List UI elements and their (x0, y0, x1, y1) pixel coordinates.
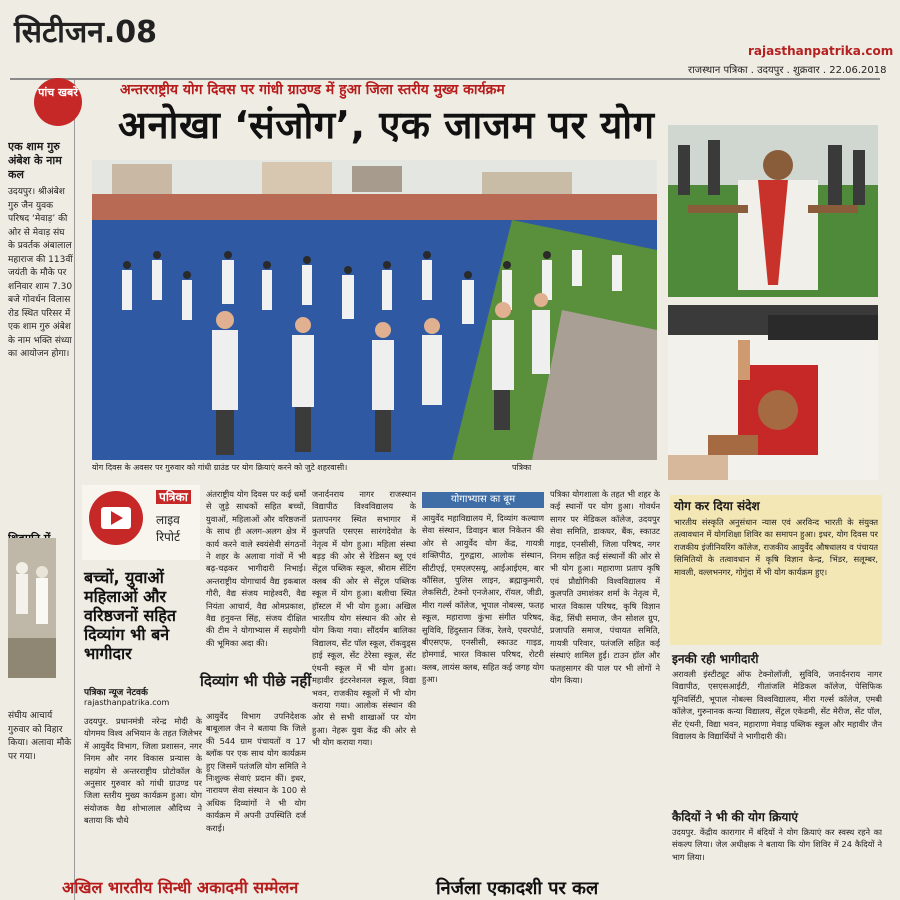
story-column-2b: आयुर्वेद विभाग उपनिदेशक बाबूलाल जैन ने बताया कि जिले की 544 ग्राम पंचायतों व 17 ब्लॉक पर एक साथ योग कार्यक्रम हुए जिसमें पतंजलि योग समिति ने निःशुल्क सेवाएं प्रदान कीं। इधर, नारायण सेवा संस्थान के 100 से अधिक दिव्यांगों ने भी योग कार्यक्रम में अपनी उपस्थिति दर्ज कराई। (206, 711, 306, 833)
instructor-photo (668, 125, 878, 297)
page-header (0, 0, 900, 76)
story-deck: बच्चों, युवाओं महिलाओं और वरिष्ठजनों सहित दिव्यांग भी बने भागीदार (84, 568, 177, 663)
photo-caption: योग दिवस के अवसर पर गुरुवार को गांधी ग्राउंड पर योग क्रियाएं करने को जुटे शहरवासी। (92, 463, 348, 472)
left-item-title: एक शाम गुरु अंबेश के नाम कल (8, 140, 62, 181)
dateline: राजस्थान पत्रिका . उदयपुर . शुक्रवार . 22.06.2018 (688, 65, 887, 76)
story-column-4: आयुर्वेद महाविद्यालय में, दिव्यांग कल्याण सेवा संस्थान, डिवाइन बाल निकेतन की ओर से आयुर्वेद योग केंद्र, गायत्री शक्तिपीठ, गुरुद्वारा, आलोक संस्थान, सीटीएई, एमएलएसयू, आईआईएम, बार कौंसिल, पुलिस लाइन, ब्रह्माकुमारी, लेकसिटी, टेक्नो एनजेआर, रॉयल, जीडी, मीरा गर्ल्स कॉलेज, भूपाल नोबल्स, फतह स्कूल, महाराणा कुंभा संगीत परिषद, सुविवि, हिंदुस्तान जिंक, रेलवे, एयरपोर्ट, बीएसएफ, एनसीसी, स्काउट गाइड, होमगार्ड, भारत विकास परिषद, रोटरी क्लब, लायंस क्लब, सहित कई जगह योग हुआ। (422, 513, 544, 685)
photo-caption-row (92, 462, 657, 473)
byline-network: पत्रिका न्यूज नेटवर्क (84, 688, 148, 698)
byline-site: rajasthanpatrika.com (84, 698, 170, 707)
story-kicker: अन्तरराष्ट्रीय योग दिवस पर गांधी ग्राउण्ड में हुआ जिला स्तरीय मुख्य कार्यक्रम (120, 82, 505, 98)
story-column-5: पत्रिका योगशाला के तहत भी शहर के कई स्थानों पर योग हुआ। गोवर्धन सागर पर मेडिकल कॉलेज, उदयपुर सेवा समिति, डाकघर, बैंक, स्काउट गाइड, एनसीसी, जिला परिषद, नगर निगम सहित कई संस्थानों की ओर से भी योग हुआ। महाराणा प्रताप कृषि एवं प्रौद्योगिकी विश्वविद्यालय में कुलपति उमाशंकर शर्मा के नेतृत्व में, भारत विकास परिषद, कृषि विज्ञान केंद्र, सिंधी समाज, जैन सोशल ग्रुप, प्रजापति समाज, पंचायत समिति, गायत्री परिवार, पतंजलि सहित कई संस्थाएं शामिल हुईं। टाउन हॉल और फतहसागर की पाल पर भी लोगों ने योग किया। (550, 489, 660, 686)
bottom-headline-left: अखिल भारतीय सिन्धी अकादमी सम्मेलन (62, 878, 299, 897)
prisoners-text: उदयपुर. केंद्रीय कारागार में बंदियों ने योग क्रियाएं कर स्वस्थ रहने का संकल्प लिया। जेल अधीक्षक ने बताया कि योग शिविर में 24 कैदियों ने भाग लिया। (672, 827, 882, 862)
site-url: rajasthanpatrika.com (748, 44, 894, 58)
child-yoga-photo (668, 305, 878, 480)
prisoners-heading: कैदियों ने भी की योग क्रियाएं (672, 810, 799, 824)
participation-heading: इनकी रही भागीदारी (672, 652, 759, 666)
participation-text: अरावली इंस्टीट्यूट ऑफ टेक्नोलॉजी, सुविवि, जनार्दनराय नागर विद्यापीठ, एसएसआईटी, गीतांजलि मेडिकल कॉलेज, पेसिफिक यूनिवर्सिटी, भूपाल नोबल्स विश्वविद्यालय, मीरा गर्ल्स कॉलेज, एमबी कॉलेज, गुरुनानक कन्या विद्यालय, सेंट्रल एकेडमी, सेंट मेरीज, सेंट पॉल, सेंट एंथनी, विद्या भवन, महाराणा मेवाड़ पब्लिक स्कूल और महावीर जैन विद्यालय के विद्यार्थियों ने भागीदारी की। (672, 669, 882, 742)
story-column-2: अंतराष्ट्रीय योग दिवस पर कई धर्मों से जुड़े साधकों सहित बच्चों, युवाओं, महिलाओं और वरिष्ठजनों के साथ ही अलग-अलग क्षेत्र में कार्य करने वाले स्वयंसेवी संगठनों ने शहर के अलावा गांवों में भी बढ़-चढ़कर भागीदारी निभाई। अन्तराष्ट्रीय योगाचार्य वैद्य इकबाल गौरी, वैद्य संजय माहेश्वरी, वैद्य नियंता आचार्य, वैद्य ओमप्रकाश, वैद्य हनुवन्त सिंह, संजय दीक्षित की टीम ने योगाभ्यास में सहयोगी की भूमिका अदा की। (206, 489, 306, 648)
live-report-brand: पत्रिका (156, 490, 191, 504)
section-masthead: सिटीजन.08 (14, 15, 157, 50)
yoga-message-heading: योग कर दिया संदेश (674, 499, 760, 513)
story-subhead: दिव्यांग भी पीछे नहीं (200, 672, 312, 690)
yoga-message-box (670, 495, 882, 645)
video-play-icon[interactable] (88, 490, 144, 546)
left-item-text: उदयपुर। श्रीअंबेश गुरु जैन युवक परिषद ‘मेवाड़’ की ओर से मेवाड़ संघ के प्रवर्तक अंबालाल महाराज की 113वीं जयंती के मौके पर शनिवार शाम 7.30 बजे गोवर्धन विलास रोड स्थित परिसर में एक शाम गुरु अंबेश के नाम भक्ति संध्या का आयोजन होगा। (8, 187, 73, 359)
yoga-boom-label: योगाभ्यास का बूम (422, 492, 544, 508)
story-column-1: उदयपुर. प्रधानमंत्री नरेन्द्र मोदी के योगमय विश्व अभियान के तहत जिलेभर में आयुर्वेद विभाग, जिला प्रशासन, नगर निगम और नगर विकास प्रन्यास के सहयोग से अन्तरराष्ट्रीय प्रोटोकॉल के अनुसार गुरुवार को गांधी ग्राउण्ड पर जिला स्तरीय मुख्य कार्यक्रम हुआ। योग संयोजक वैद्य शोभालाल औदिच्य ने बताया कि चौथे (84, 716, 202, 826)
live-report-label-group (156, 488, 206, 545)
byline (84, 685, 204, 707)
main-yoga-photo (92, 160, 657, 460)
yoga-message-text: भारतीय संस्कृति अनुसंधान न्यास एवं अरविन्द भारती के संयुक्त तत्वावधान में योगशिक्षा शिविर का समापन हुआ। इधर, योग दिवस पर राजकीय इंजीनियरिंग कॉलेज, राजकीय आयुर्वेद औषधालय व पंचायत सिमितियों के तत्वावधान में कृषि विज्ञान केन्द्र, भिंडर, सलूम्बर, मावली, वल्लभनगर, गोगुंदा में भी योग कार्यक्रम हुए। (674, 517, 878, 577)
left-photo (8, 538, 56, 678)
live-report-label: लाइव रिपोर्ट (156, 513, 180, 544)
left-item3-text: संघीय आचार्य गुरुवार को विहार किया। अलावा मौके पर गया। (8, 711, 72, 762)
left-news-column (8, 80, 75, 900)
five-news-badge: पांच खबरें (34, 78, 82, 126)
story-column-3: जनार्दनराय नागर राजस्थान विद्यापीठ विश्वविद्यालय के प्रतापनगर स्थित सभागार में कुलपति एसएस सारंगदेवोत के नेतृत्व में योग हुआ। महिला संस्था बड़ड़ की ओर से रेडिसन ब्लू एवं सेंट्रल पब्लिक स्कूल, श्रीराम सेंटिंग क्लब की ओर से सेंट्रल पब्लिक स्कूल में योग हुआ। बलीचा स्थित हॉस्टल में भी योग हुआ। अखिल भारतीय योग संस्थान की ओर से योग किया गया। सौंदर्यम बालिका विद्यालय, सेंट पॉल स्कूल, रॉकवुड्स हाई स्कूल, सेंट टेरेसा स्कूल, सेंट एंथनी स्कूल में भी योग हुआ। महावीर इंटरनेशनल स्कूल, विद्या भवन, राजकीय स्कूलों में भी योग कराया गया। आलोक संस्थान की ओर से सभी शाखाओं पर योग हुआ। नेहरू युवा केंद्र की ओर से भी योग कराया गया। (312, 489, 416, 748)
bottom-headline-right: निर्जला एकादशी पर कल (436, 878, 599, 899)
story-headline: अनोखा ‘संजोग’, एक जाजम पर योग (118, 103, 655, 147)
photo-credit: पत्रिका (512, 463, 532, 472)
